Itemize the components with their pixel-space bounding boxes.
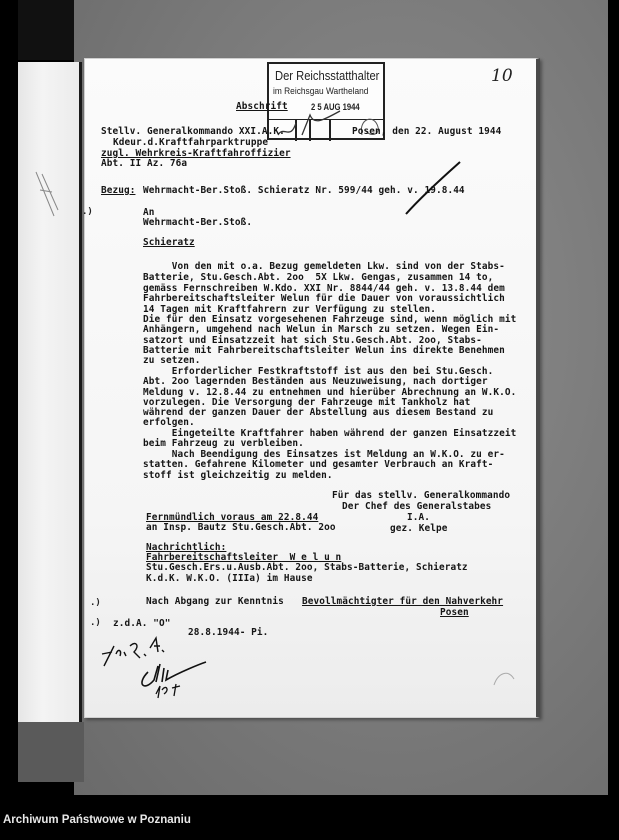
body-line: Nach Beendigung des Einsatzes ist Meldung an W.K.O. zu er- — [143, 449, 505, 460]
recipient-margin-marker: .) — [82, 207, 93, 217]
stamp-handwriting-icon — [270, 105, 390, 145]
body-line: 14 Tagen mit Kraftfahrern zur Verfügung zu stellen. — [143, 304, 436, 315]
closing-line-1: Für das stellv. Generalkommando — [332, 490, 511, 501]
body-line: Meldung v. 12.8.44 zu entnehmen und hierüber Abrechnung an W.K.O. — [143, 387, 517, 398]
body-line: Eingeteilte Kraftfahrer haben während der ganzen Einsatzzeit — [143, 428, 517, 439]
stamp-region: im Reichsgau Wartheland — [273, 86, 369, 97]
cc-item: K.d.K. W.K.O. (IIIa) im Hause — [146, 573, 313, 584]
body-line: vorzulegen. Die Versorgung der Fahrzeuge mit Tankholz hat — [143, 397, 471, 408]
previous-page-edge — [18, 62, 82, 722]
body-line: Die für den Einsatz vorgesehenen Fahrzeuge sind, wenn möglich mit — [143, 314, 517, 325]
body-line: Erforderlicher Festkraftstoff ist aus den bei Stu.Gesch. — [143, 366, 494, 377]
closing-line-3: I.A. — [407, 512, 430, 523]
sender-line-1: Stellv. Generalkommando XXI.A.K. — [101, 126, 285, 137]
dispatch-note: Nach Abgang zur Kenntnis — [146, 596, 284, 607]
body-line: während der ganzen Dauer der Abstellung aus diesem Bestand zu — [143, 407, 494, 418]
dispatch-recipient-line-2: Posen — [440, 607, 469, 618]
recipient-name: Wehrmacht-Ber.Stoß. — [143, 217, 253, 228]
body-line: Fahrbereitschaftsleiter Welun für die Dauer von voraussichtlich — [143, 293, 505, 304]
body-line: statten. Gefahrene Kilometer und gesamter Verbrauch an Kraft- — [143, 459, 494, 470]
stain-mark-icon — [490, 665, 520, 695]
body-line: Von den mit o.a. Bezug gemeldeten Lkw. sind von der Stabs- — [143, 261, 505, 272]
previous-page-shadow — [18, 722, 84, 782]
stamp-authority: Der Reichsstatthalter — [275, 68, 380, 83]
filing-date-initials: 28.8.1944- Pi. — [188, 627, 269, 638]
board-shadow — [18, 0, 74, 60]
reference-text: Wehrmacht-Ber.Stoß. Schieratz Nr. 599/44 geh. v. 19.8.44 — [143, 185, 465, 196]
dispatch-recipient-line-1: Bevollmächtigter für den Nahverkehr — [302, 596, 504, 607]
cc-item: Fahrbereitschaftsleiter W e l u n — [146, 552, 342, 563]
phone-notice-text: Fernmündlich voraus am 22.8.44 — [146, 512, 319, 523]
phone-notice-line-2: an Insp. Bautz Stu.Gesch.Abt. 2oo — [146, 522, 336, 533]
recipient-prefix: An — [143, 207, 155, 218]
archive-watermark: Archiwum Państwowe w Poznaniu — [3, 814, 191, 826]
recipient-city: Schieratz — [143, 237, 195, 248]
copy-label: Abschrift — [236, 101, 288, 112]
body-line: zu setzen. — [143, 355, 201, 366]
body-line: erfolgen. — [143, 417, 195, 428]
body-line: beim Fahrzeug zu verbleiben. — [143, 438, 304, 449]
body-line: gemäss Fernschreiben W.Kdo. XXI Nr. 8844/44 geh. v. 13.8.44 dem — [143, 283, 505, 294]
body-line: satzort und Einsatzzeit hat sich Stu.Gesch.Abt. 2oo, Stabs- — [143, 335, 482, 346]
sender-line-2: Kdeur.d.Kraftfahrparktruppe — [113, 137, 269, 148]
body-line: Batterie, Stu.Gesch.Abt. 2oo 5X Lkw. Gengas, zusammen 14 to, — [143, 272, 494, 283]
filing-note: z.d.A. "O" — [113, 618, 171, 629]
folio-number: 10 — [491, 66, 513, 86]
body-line: Anhängern, umgehend nach Welun in Marsch zu setzen. Wegen Ein- — [143, 324, 500, 335]
handwritten-signature-icon — [100, 632, 220, 702]
pen-stroke-icon — [402, 158, 464, 218]
sender-line-4: Abt. II Az. 76a — [101, 158, 188, 169]
body-line: Abt. 2oo lagernden Beständen aus Neuzuweisung, nach dortiger — [143, 376, 488, 387]
cc-item: Stu.Gesch.Ers.u.Ausb.Abt. 2oo, Stabs-Batterie, Schieratz — [146, 562, 468, 573]
dispatch-margin-marker: .) — [90, 598, 101, 608]
body-line: Batterie mit Fahrbereitschaftsleiter Welun ins direkte Benehmen — [143, 345, 505, 356]
closing-line-2: Der Chef des Generalstabes — [342, 501, 492, 512]
closing-line-4: gez. Kelpe — [390, 523, 448, 534]
stamp-date: 2 5 AUG 1944 — [311, 102, 360, 112]
filing-margin-marker: .) — [90, 618, 101, 628]
pencil-mark-icon — [32, 170, 62, 220]
body-line: stoff ist gleichzeitig zu melden. — [143, 470, 333, 481]
cc-label: Nachrichtlich: — [146, 542, 227, 553]
reference-label: Bezug: — [101, 185, 136, 196]
sender-line-3: zugl. Wehrkreis-Kraftfahroffizier — [101, 148, 291, 159]
place-date: Posen, den 22. August 1944 — [352, 126, 502, 137]
